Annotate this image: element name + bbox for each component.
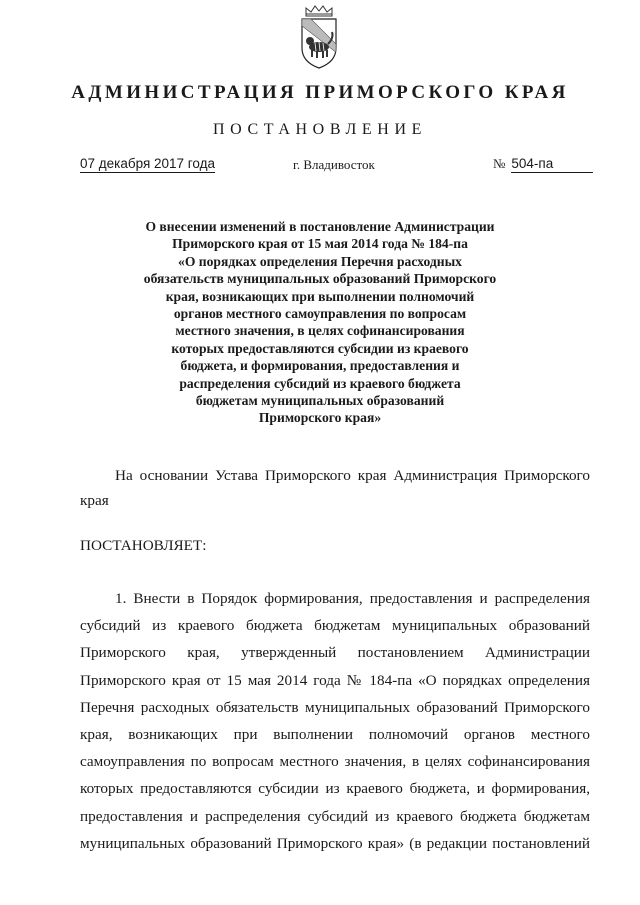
paragraph-line: предоставления и распределения субсидий из краевого бюджета бюджетам xyxy=(80,807,590,825)
number-label: № xyxy=(493,156,506,171)
subject-line: бюджета, и формирования, предоставления и xyxy=(180,358,460,374)
subject-line: местного значения, в целях софинансирования xyxy=(175,323,465,339)
subject-line: «О порядках определения Перечня расходных xyxy=(178,253,462,269)
document-number xyxy=(493,155,593,173)
paragraph-1 xyxy=(80,585,590,857)
document-subject xyxy=(100,218,540,427)
document-date: 07 декабря 2017 года xyxy=(80,156,216,171)
paragraph-line: Перечня расходных обязательств муниципальных образований Приморского xyxy=(80,698,590,716)
subject-line: края, возникающих при выполнении полномочий xyxy=(165,288,475,304)
paragraph-line: края, возникающих при выполнении полномочий органов местного xyxy=(80,725,590,743)
subject-line: которых предоставляются субсидии из краевого xyxy=(171,340,469,356)
paragraph-line: субсидий из краевого бюджета бюджетам муниципальных образований xyxy=(80,617,590,635)
subject-line: обязательств муниципальных образований Приморского xyxy=(143,271,497,287)
paragraph-line: 1. Внести в Порядок формирования, предоставления и распределения xyxy=(115,590,590,607)
number-value: 504-па xyxy=(511,155,593,173)
coat-of-arms-icon xyxy=(297,4,341,70)
paragraph-line: самоуправления по вопросам местного значения, в целях софинансирования xyxy=(80,753,590,771)
subject-line: Приморского края» xyxy=(258,410,382,426)
paragraph-line: Приморского края от 15 мая 2014 года № 184-па «О порядках определения xyxy=(80,671,590,689)
document-city: г. Владивосток xyxy=(293,157,375,172)
subject-line: распределения субсидий из краевого бюджета xyxy=(179,375,461,391)
legal-basis-paragraph: На основании Устава Приморского края Администрация Приморского края xyxy=(80,467,590,509)
subject-line: органов местного самоуправления по вопросам xyxy=(173,306,467,322)
document-type: ПОСТАНОВЛЕНИЕ xyxy=(213,121,427,138)
organization-title: АДМИНИСТРАЦИЯ ПРИМОРСКОГО КРАЯ xyxy=(71,82,569,103)
subject-line: бюджетам муниципальных образований xyxy=(195,393,445,409)
subject-line: Приморского края от 15 мая 2014 года № 184-па xyxy=(172,236,468,252)
paragraph-line: муниципальных образований Приморского края» (в редакции постановлений xyxy=(80,834,590,852)
subject-line: О внесении изменений в постановление Администрации xyxy=(145,219,495,234)
resolves-heading: ПОСТАНОВЛЯЕТ: xyxy=(80,537,207,554)
paragraph-line: которых предоставляются субсидии из краевого бюджета, и формирования, xyxy=(80,780,590,798)
paragraph-line: Приморского края, утвержденный постановлением Администрации xyxy=(80,644,590,662)
